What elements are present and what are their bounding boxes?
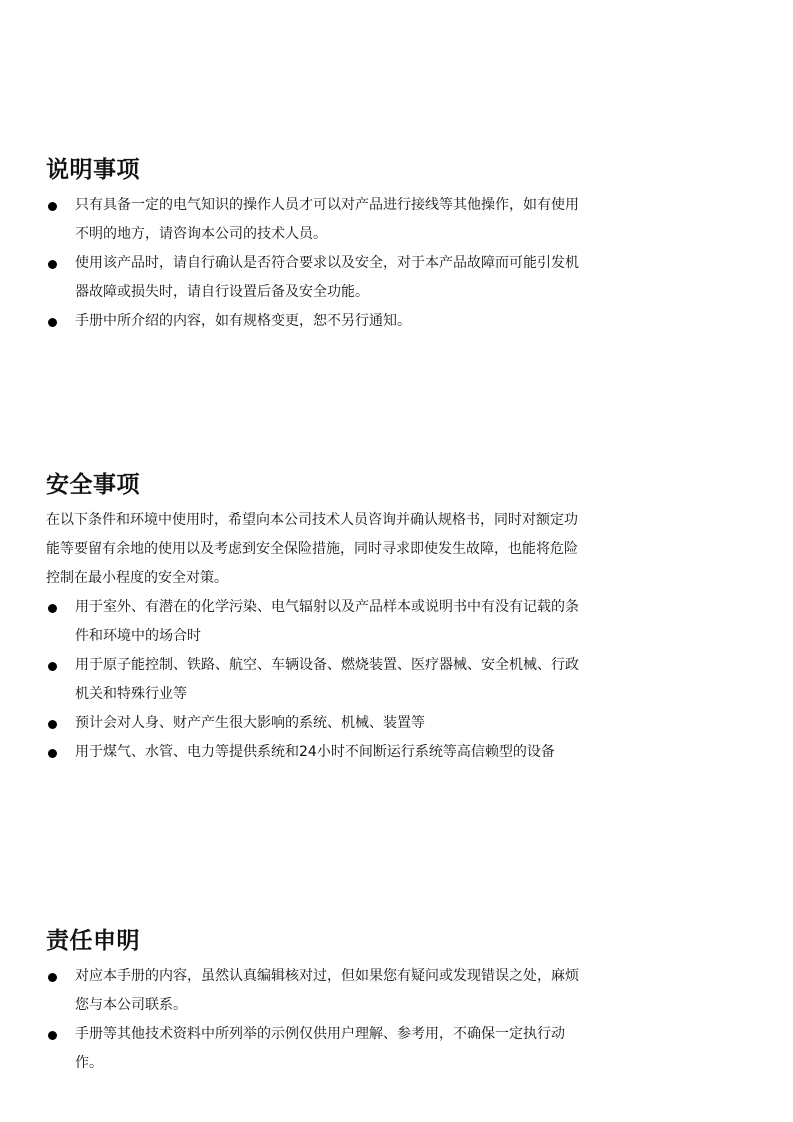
- list-item: 用于室外、有潜在的化学污染、电气辐射以及产品样本或说明书中有没有记载的条件和环境中的场合时: [46, 593, 586, 651]
- liability-list: [46, 962, 586, 1078]
- list-item: 手册中所介绍的内容，如有规格变更，恕不另行通知。: [46, 307, 586, 336]
- list-item: 用于煤气、水管、电力等提供系统和24小时不间断运行系统等高信赖型的设备: [46, 738, 586, 767]
- list-item: 用于原子能控制、铁路、航空、车辆设备、燃烧装置、医疗器械、安全机械、行政机关和特殊行业等: [46, 651, 586, 709]
- safety-title: 安全事项: [46, 472, 140, 498]
- bullet-icon: [48, 720, 57, 729]
- list-item: 使用该产品时，请自行确认是否符合要求以及安全，对于本产品故障而可能引发机器故障或损失时，请自行设置后备及安全功能。: [46, 249, 586, 307]
- safety-list: [46, 593, 586, 767]
- liability-title: 责任申明: [46, 928, 140, 954]
- bullet-icon: [48, 260, 57, 269]
- bullet-icon: [48, 1031, 57, 1040]
- notes-list: [46, 191, 586, 336]
- bullet-icon: [48, 662, 57, 671]
- list-item: 对应本手册的内容，虽然认真编辑核对过，但如果您有疑问或发现错误之处，麻烦您与本公司联系。: [46, 962, 586, 1020]
- notes-section: [46, 155, 586, 336]
- list-item: 手册等其他技术资料中所列举的示例仅供用户理解、参考用，不确保一定执行动作。: [46, 1020, 586, 1078]
- bullet-icon: [48, 973, 57, 982]
- list-item: 只有具备一定的电气知识的操作人员才可以对产品进行接线等其他操作，如有使用不明的地方，请咨询本公司的技术人员。: [46, 191, 586, 249]
- bullet-icon: [48, 318, 57, 327]
- bullet-icon: [48, 749, 57, 758]
- bullet-icon: [48, 202, 57, 211]
- notes-title: 说明事项: [46, 157, 140, 183]
- safety-section: [46, 470, 586, 767]
- safety-intro: 在以下条件和环境中使用时，希望向本公司技术人员咨询并确认规格书，同时对额定功能等要留有余地的使用以及考虑到安全保险措施，同时寻求即使发生故障，也能将危险控制在最小程度的安全对策。: [46, 512, 578, 586]
- list-item: 预计会对人身、财产产生很大影响的系统、机械、装置等: [46, 709, 586, 738]
- bullet-icon: [48, 604, 57, 613]
- liability-section: [46, 926, 586, 1078]
